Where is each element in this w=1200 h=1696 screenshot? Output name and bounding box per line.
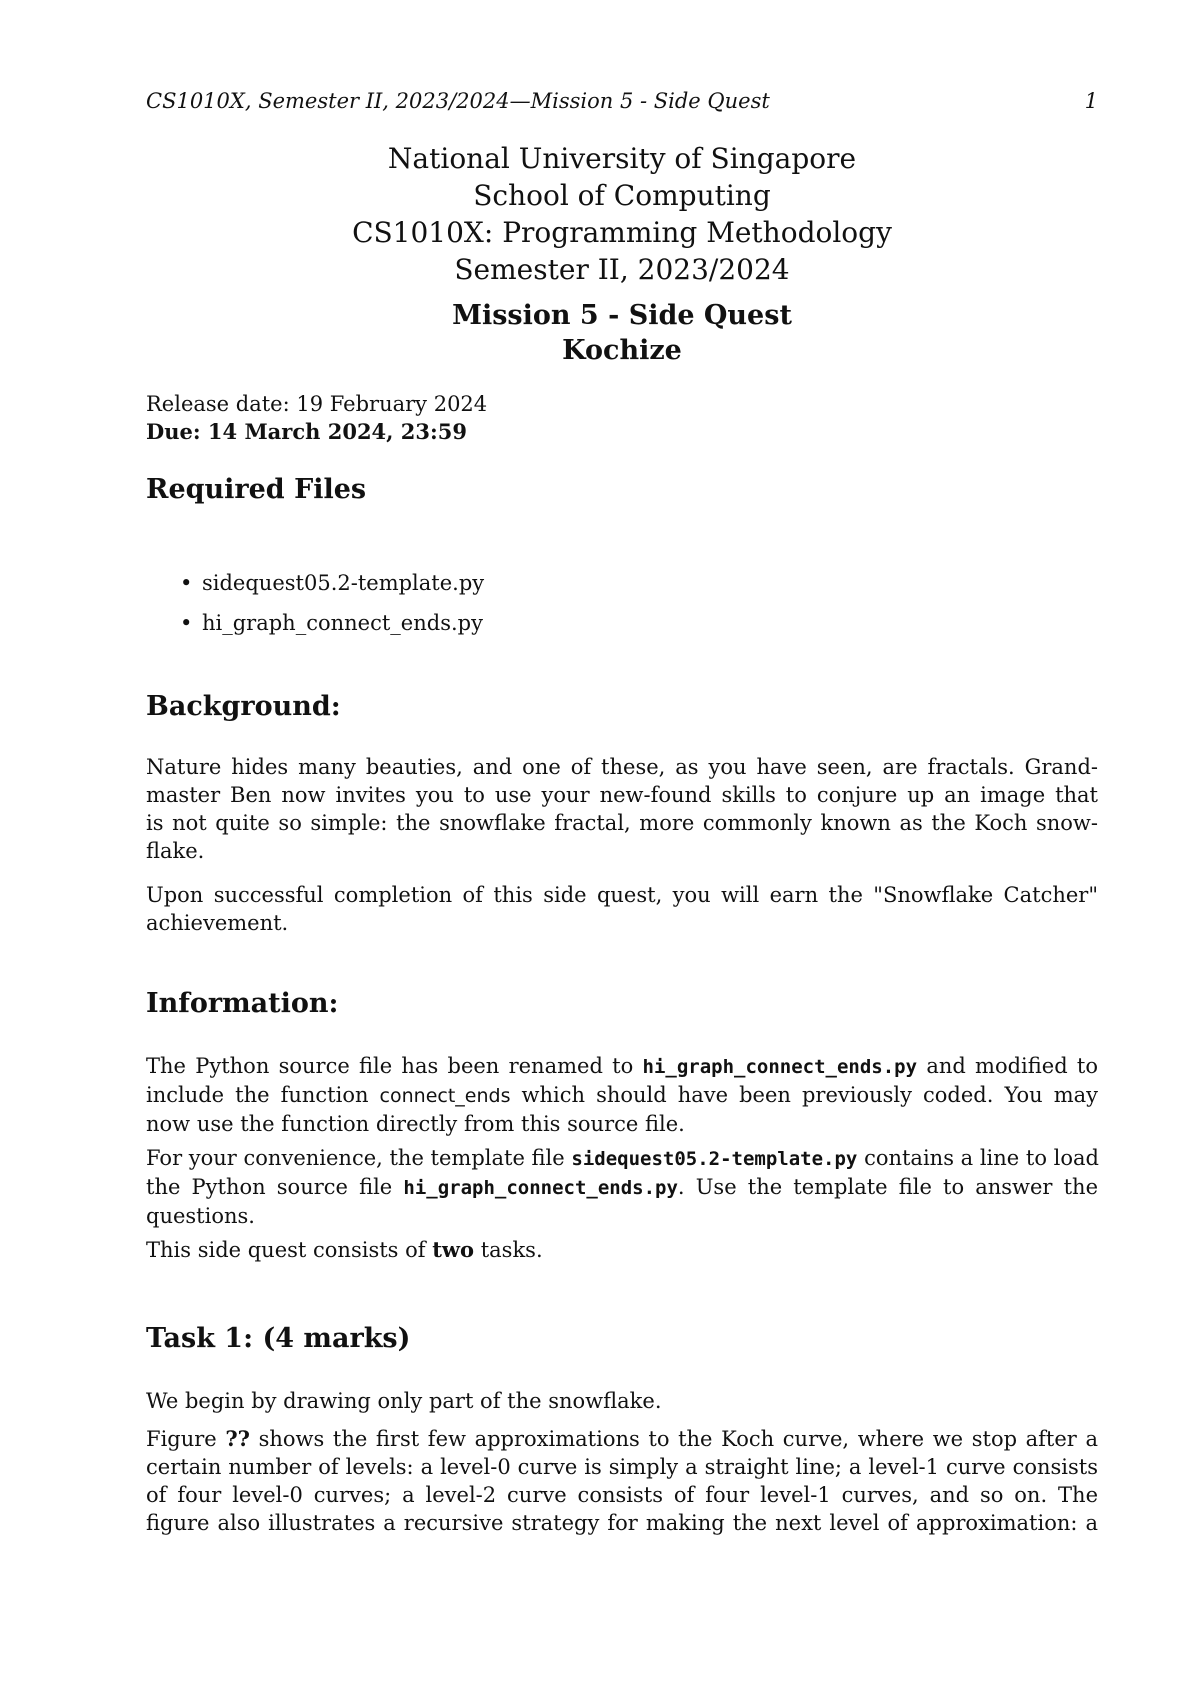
code-filename: hi_graph_connect_ends.py [642, 1056, 918, 1078]
running-head-title: CS1010X, Semester II, 2023/2024—Mission 5 - Side Quest [146, 89, 770, 113]
page-number: 1 [1084, 89, 1098, 113]
background-paragraph-1: Nature hides many beauties, and one of these, as you have seen, are fractals. Grand- master Ben now invites you to use your new-found skills to conjure up an image that is not quite so simple: the snowflake fractal, more commonly known as the Koch snow- flake. [146, 755, 1098, 863]
required-files-list [146, 563, 484, 643]
course-name: CS1010X: Programming Methodology [352, 216, 892, 249]
file-name: sidequest05.2-template.py [202, 571, 485, 595]
running-head [146, 89, 1098, 113]
task1-paragraph-1: We begin by drawing only part of the snowflake. [146, 1389, 662, 1413]
dates [146, 390, 487, 446]
due-date: Due: 14 March 2024, 23:59 [146, 419, 467, 444]
information-paragraph-3: This side quest consists of two tasks. [146, 1237, 543, 1262]
information-paragraph-2: For your convenience, the template file sidequest05.2-template.py contains a line to load the Python source file hi_graph_connect_ends.py. Use the template file to answer the questions. [146, 1146, 1099, 1228]
task1-paragraph-2: Figure ?? shows the first few approximations to the Koch curve, where we stop after a certain number of levels: a level-0 curve is simply a straight line; a level-1 curve consists of four level-0 curves; a level-2 curve consists of four level-1 curves, and so on. The figure also illustrates a recursive strategy for making the next level of approximation: a [146, 1426, 1098, 1535]
bullet: • [180, 571, 193, 595]
code-filename: sidequest05.2-template.py [571, 1148, 858, 1170]
file-name: hi_graph_connect_ends.py [202, 611, 483, 635]
mission-block [146, 298, 1098, 368]
figure-reference: ?? [225, 1426, 250, 1451]
university-name: National University of Singapore [387, 142, 857, 175]
mission-subtitle: Kochize [562, 335, 682, 366]
school-name: School of Computing [473, 179, 771, 212]
function-name: connect_ends [379, 1085, 511, 1107]
release-date: Release date: 19 February 2024 [146, 392, 488, 416]
bullet: • [180, 611, 193, 635]
information-paragraph-1: The Python source file has been renamed to hi_graph_connect_ends.py and modified to include the function connect_ends which should have been previously coded. You may now use the function directly from this source file. [146, 1054, 1098, 1136]
required-files-heading: Required Files [146, 474, 367, 505]
list-item [146, 603, 484, 643]
code-filename: hi_graph_connect_ends.py [403, 1177, 678, 1199]
mission-title: Mission 5 - Side Quest [452, 300, 792, 331]
task1-heading: Task 1: (4 marks) [146, 1323, 411, 1354]
background-paragraph-2: Upon successful completion of this side quest, you will earn the "Snowflake Catcher" achievement. [146, 883, 1098, 935]
background-heading: Background: [146, 691, 341, 722]
title-block [146, 140, 1098, 288]
information-heading: Information: [146, 988, 339, 1019]
semester: Semester II, 2023/2024 [454, 253, 790, 286]
list-item [146, 563, 484, 603]
